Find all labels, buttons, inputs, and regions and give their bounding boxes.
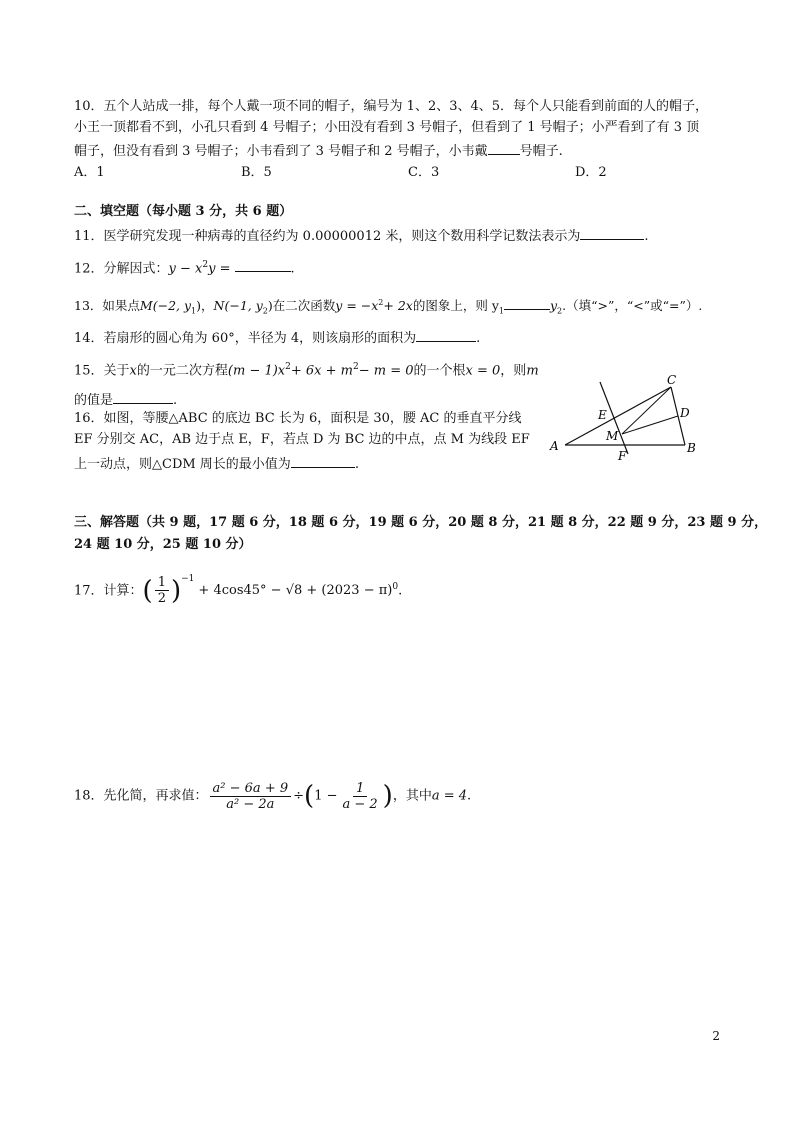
q14-end: . bbox=[476, 331, 481, 346]
q15-eq-c: − m = 0 bbox=[358, 363, 414, 379]
q10-line3-text: 帽子，但没有看到 3 号帽子；小韦看到了 3 号帽子和 2 号帽子，小韦戴 bbox=[74, 144, 488, 159]
q13-y2: y bbox=[549, 298, 558, 314]
q14 bbox=[74, 327, 480, 348]
q10-option-b: B．5 bbox=[241, 165, 272, 180]
label-E: E bbox=[598, 408, 607, 422]
q12-expr-a: y − x bbox=[168, 261, 203, 277]
q13-y1-sub: 1 bbox=[498, 306, 504, 316]
q13-m: M bbox=[139, 298, 153, 314]
q11 bbox=[74, 225, 649, 246]
label-F: F bbox=[618, 449, 627, 463]
q17-exp2: 0 bbox=[392, 582, 399, 592]
q10-answer-blank bbox=[488, 140, 520, 155]
q18-fraction-1 bbox=[210, 781, 292, 812]
q15-mid: 的一元二次方程 bbox=[136, 363, 228, 379]
q11-answer-blank bbox=[580, 225, 644, 240]
q17-paren-close: ) bbox=[170, 575, 182, 606]
q18-cond: a = 4 bbox=[431, 788, 468, 804]
q18-frac1-den: a² − 2a bbox=[226, 796, 275, 812]
q17-end: . bbox=[398, 583, 403, 599]
q16-line3 bbox=[74, 453, 359, 474]
q16-triangle-figure bbox=[540, 372, 720, 464]
q16-line3-text: 上一动点，则△CDM 周长的最小值为 bbox=[74, 457, 291, 472]
section2-title: 二、填空题（每小题 3 分，共 6 题） bbox=[74, 204, 293, 219]
q15-sup1: 2 bbox=[285, 362, 291, 372]
q18-one-minus: 1 − bbox=[314, 788, 338, 804]
q13-mid2: 的图象上，则 y bbox=[412, 298, 499, 314]
q12-prefix: 12．分解因式： bbox=[74, 261, 169, 277]
q13-close1: ) bbox=[196, 298, 202, 314]
q13-close2: ) bbox=[267, 298, 273, 314]
q15-mid3: ，则 bbox=[500, 363, 527, 379]
q17-fraction bbox=[155, 575, 169, 606]
q13-prefix: 13．如果点 bbox=[74, 298, 140, 314]
segment-MD bbox=[622, 416, 678, 434]
q18-frac2-den: a − 2 bbox=[342, 796, 378, 812]
q15-sup2: 2 bbox=[353, 362, 359, 372]
section3-line2: 24 题 10 分，25 题 10 分） bbox=[74, 537, 252, 552]
q15-eq-b: + 6x + m bbox=[290, 363, 353, 379]
q15-x: x bbox=[129, 363, 137, 379]
q10-option-c: C．3 bbox=[408, 165, 440, 180]
q12-answer-blank bbox=[235, 257, 291, 272]
q18-frac2-num: 1 bbox=[353, 781, 367, 797]
q10-line3 bbox=[74, 140, 563, 161]
segment-CM bbox=[622, 387, 671, 434]
label-M: M bbox=[606, 429, 619, 443]
q15-root: x = 0 bbox=[465, 363, 501, 379]
q17-frac-den: 2 bbox=[157, 591, 166, 607]
label-D: D bbox=[680, 406, 690, 420]
q11-text: 11．医学研究发现一种病毒的直径约为 0.00000012 米，则这个数用科学记数法表示为 bbox=[74, 229, 581, 244]
q13 bbox=[74, 294, 702, 321]
label-A: A bbox=[550, 439, 559, 453]
q12 bbox=[74, 256, 295, 278]
q13-sub2: 2 bbox=[262, 306, 268, 316]
q15-line2 bbox=[74, 389, 177, 410]
q10-option-a: A．1 bbox=[74, 165, 105, 180]
section3-line1: 三、解答题（共 9 题，17 题 6 分，18 题 6 分，19 题 6 分，20 题 8 分，21 题 8 分，22 题 9 分，23 题 9 分， bbox=[74, 515, 768, 530]
q15-answer-blank bbox=[113, 389, 173, 404]
q10-line1: 10．五个人站成一排，每个人戴一项不同的帽子，编号为 1、2、3、4、5．每个人只能看到前面的人的帽子， bbox=[74, 99, 709, 114]
q18-paren-open: ( bbox=[304, 781, 315, 811]
label-C: C bbox=[667, 373, 677, 387]
q15-eq-a: (m − 1)x bbox=[227, 363, 286, 379]
q13-mid: 在二次函数 bbox=[272, 298, 336, 314]
q16-answer-blank bbox=[291, 453, 355, 468]
q18 bbox=[74, 776, 471, 816]
q10-line3-end: 号帽子. bbox=[519, 144, 563, 159]
q12-end: . bbox=[290, 261, 295, 277]
q18-prefix: 18．先化简，再求值： bbox=[74, 788, 208, 804]
q17-rest: + 4cos45° − √8 + (2023 − π) bbox=[198, 583, 393, 599]
q13-func-b: + 2x bbox=[383, 298, 413, 314]
page-number: 2 bbox=[712, 1029, 720, 1043]
q14-answer-blank bbox=[416, 327, 476, 342]
q15-mid2: 的一个根 bbox=[413, 363, 466, 379]
q13-n-coord: (−1, y bbox=[224, 298, 263, 314]
q18-frac1-num: a² − 6a + 9 bbox=[210, 781, 292, 797]
q12-expr-b: y = bbox=[208, 261, 231, 277]
q17 bbox=[74, 570, 403, 607]
q13-answer-blank bbox=[504, 295, 550, 310]
q17-prefix: 17．计算： bbox=[74, 583, 143, 599]
q17-paren-open: ( bbox=[142, 575, 153, 606]
q10-option-d: D．2 bbox=[575, 165, 607, 180]
q17-frac-num: 1 bbox=[155, 575, 169, 591]
q13-sep: ， bbox=[201, 298, 214, 314]
q15-m: m bbox=[526, 363, 539, 379]
q10-options bbox=[74, 161, 714, 179]
q18-end: . bbox=[467, 788, 472, 804]
q13-sub1: 1 bbox=[191, 306, 197, 316]
q17-exp1: −1 bbox=[181, 574, 195, 584]
q15-prefix: 15．关于 bbox=[74, 363, 130, 379]
q15-line2-text: 的值是 bbox=[74, 393, 114, 408]
q15-end: . bbox=[173, 393, 178, 408]
q13-func-sup: 2 bbox=[378, 298, 384, 307]
q13-y2-sub: 2 bbox=[557, 306, 563, 316]
q13-n: N bbox=[213, 298, 225, 314]
q14-text: 14．若扇形的圆心角为 60°，半径为 4，则该扇形的面积为 bbox=[74, 331, 417, 346]
q13-tail: .（填“>”，“<”或“=”）. bbox=[562, 298, 703, 314]
q16-line1: 16．如图，等腰△ABC 的底边 BC 长为 6，面积是 30，腰 AC 的垂直平分线 bbox=[74, 411, 522, 426]
q11-end: . bbox=[644, 229, 649, 244]
q13-func-a: y = −x bbox=[335, 298, 379, 314]
q13-m-coord: (−2, y bbox=[152, 298, 192, 314]
q18-tail: ，其中 bbox=[392, 788, 432, 804]
q12-sup: 2 bbox=[202, 260, 209, 270]
q18-paren-close: ) bbox=[382, 781, 393, 811]
q10-line2: 小王一顶都看不到，小孔只看到 4 号帽子；小田没有看到 3 号帽子，但看到了 1 号帽子；小严看到了有 3 顶 bbox=[74, 120, 700, 135]
q18-div: ÷ bbox=[293, 788, 305, 804]
q18-fraction-2 bbox=[339, 781, 380, 812]
q16-end: . bbox=[354, 457, 359, 472]
q15-line1 bbox=[74, 358, 539, 380]
label-B: B bbox=[687, 441, 696, 455]
q16-line2: EF 分别交 AC，AB 边于点 E，F，若点 D 为 BC 边的中点，点 M 为线段 EF bbox=[74, 432, 530, 447]
